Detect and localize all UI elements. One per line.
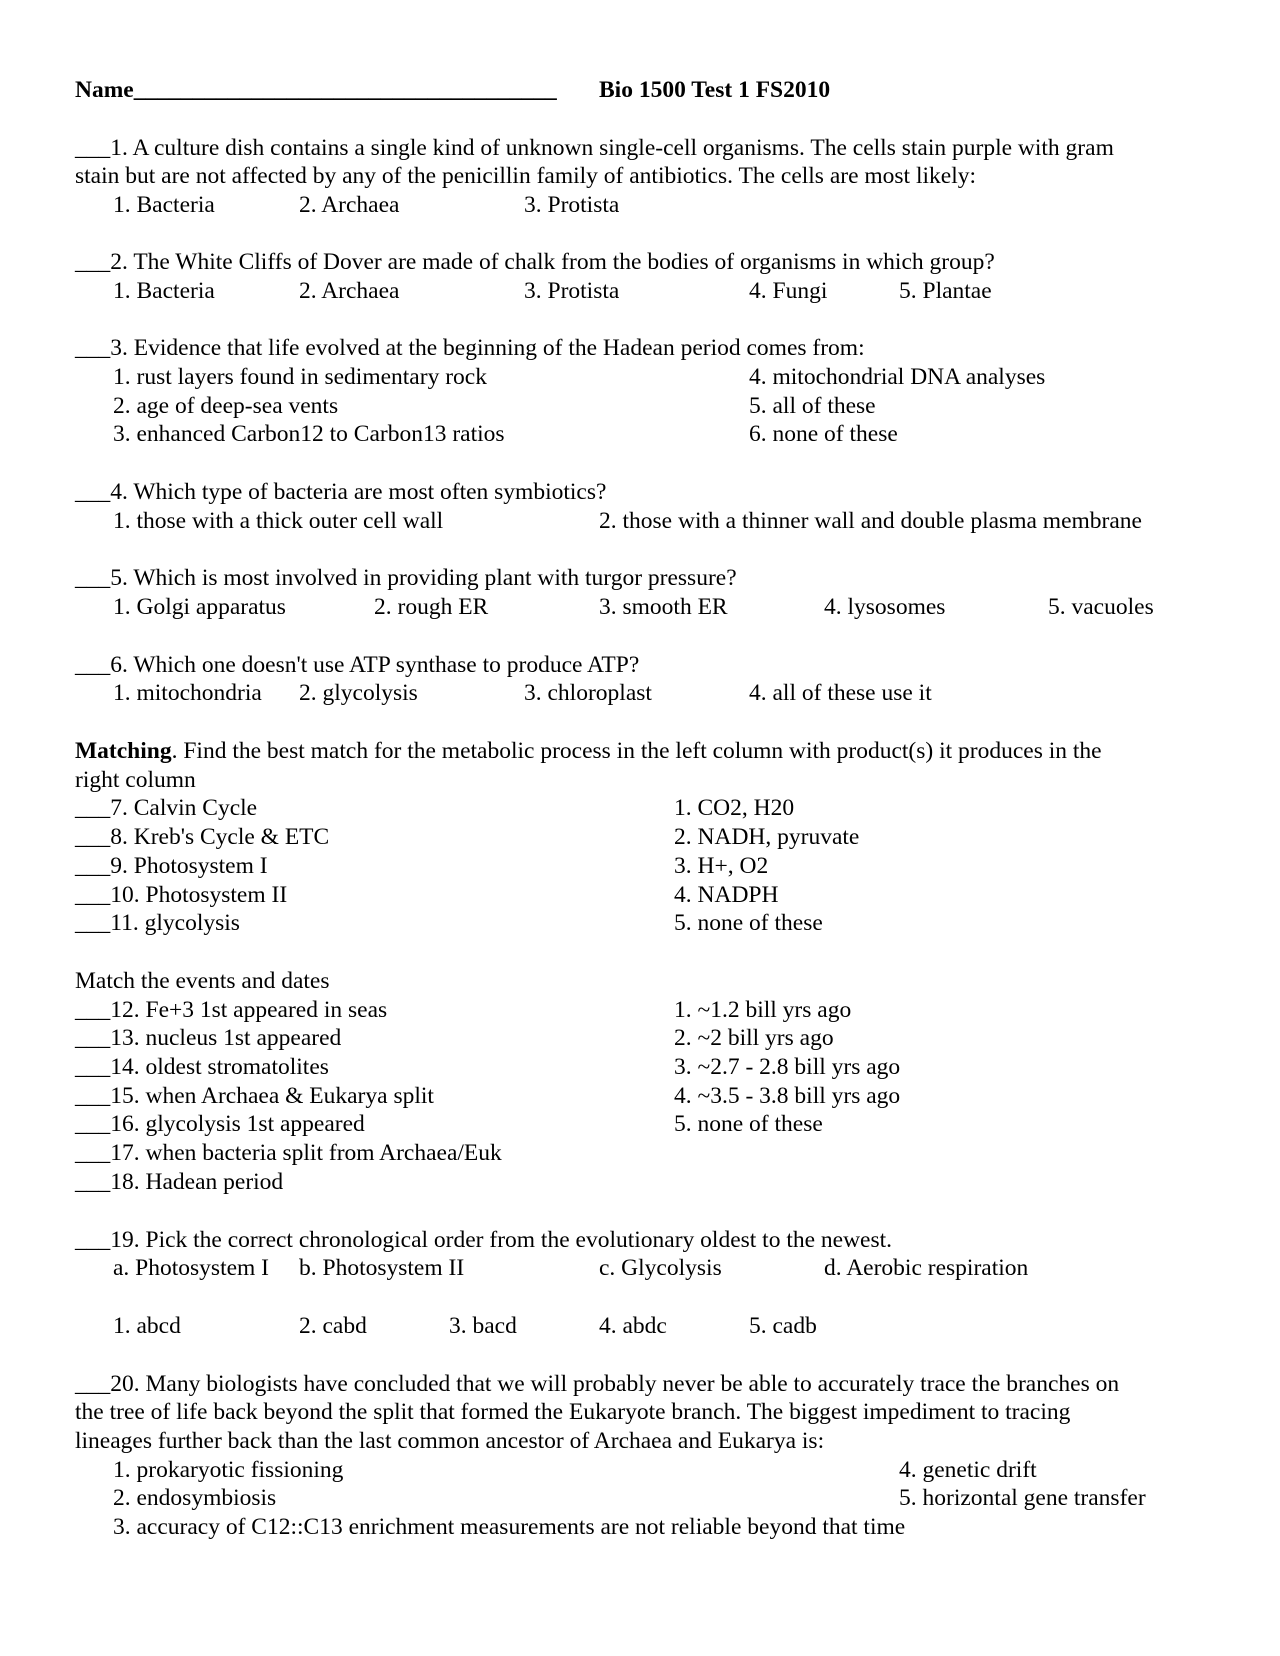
- matching-right-item: 4. NADPH: [674, 882, 779, 908]
- dates-left-item: ___13. nucleus 1st appeared: [75, 1025, 342, 1051]
- q20-stem-line1: ___20. Many biologists have concluded that we will probably never be able to accurately trace the branches on: [75, 1371, 1120, 1397]
- q19-option: 4. abdc: [599, 1313, 667, 1339]
- q4-option: 2. those with a thinner wall and double plasma membrane: [599, 508, 1142, 534]
- dates-left-item: ___15. when Archaea & Eukarya split: [75, 1083, 434, 1109]
- q5-option: 3. smooth ER: [599, 594, 728, 620]
- q19-option: 5. cadb: [749, 1313, 817, 1339]
- q2-option: 4. Fungi: [749, 278, 828, 304]
- dates-left-item: ___16. glycolysis 1st appeared: [75, 1111, 365, 1137]
- q5-option: 2. rough ER: [374, 594, 489, 620]
- matching-right-item: 5. none of these: [674, 910, 823, 936]
- dates-right-item: 3. ~2.7 - 2.8 bill yrs ago: [674, 1054, 901, 1080]
- q20-option: 3. accuracy of C12::C13 enrichment measurements are not reliable beyond that time: [113, 1514, 906, 1540]
- q2-option: 1. Bacteria: [113, 278, 215, 304]
- q5-option: 1. Golgi apparatus: [113, 594, 286, 620]
- q19-option: 2. cabd: [299, 1313, 367, 1339]
- matching-left-item: ___7. Calvin Cycle: [75, 795, 258, 821]
- q19-item: a. Photosystem I: [113, 1255, 270, 1281]
- dates-left-item: ___17. when bacteria split from Archaea/Euk: [75, 1140, 502, 1166]
- q3-option: 5. all of these: [749, 393, 876, 419]
- q2-stem: ___2. The White Cliffs of Dover are made of chalk from the bodies of organisms in which group?: [75, 249, 995, 275]
- q20-option: 4. genetic drift: [899, 1457, 1037, 1483]
- name-line: [75, 76, 557, 104]
- q6-option: 2. glycolysis: [299, 680, 418, 706]
- q20-stem-line2: the tree of life back beyond the split that formed the Eukaryote branch. The biggest impediment to tracing: [75, 1399, 1071, 1425]
- q19-item: d. Aerobic respiration: [824, 1255, 1029, 1281]
- matching-right-item: 1. CO2, H20: [674, 795, 795, 821]
- dates-right-item: 4. ~3.5 - 3.8 bill yrs ago: [674, 1083, 901, 1109]
- q5-option: 5. vacuoles: [1048, 594, 1154, 620]
- matching-left-item: ___9. Photosystem I: [75, 853, 268, 879]
- q19-item: b. Photosystem II: [299, 1255, 465, 1281]
- q19-option: 3. bacd: [449, 1313, 517, 1339]
- matching-left-item: ___10. Photosystem II: [75, 882, 288, 908]
- q4-option: 1. those with a thick outer cell wall: [113, 508, 444, 534]
- dates-right-item: 1. ~1.2 bill yrs ago: [674, 997, 852, 1023]
- q6-stem: ___6. Which one doesn't use ATP synthase to produce ATP?: [75, 652, 640, 678]
- q6-option: 1. mitochondria: [113, 680, 262, 706]
- q20-option: 2. endosymbiosis: [113, 1485, 277, 1511]
- q20-option: 1. prokaryotic fissioning: [113, 1457, 344, 1483]
- dates-right-item: 2. ~2 bill yrs ago: [674, 1025, 834, 1051]
- q3-option: 2. age of deep-sea vents: [113, 393, 339, 419]
- matching-heading: Matching: [75, 738, 172, 764]
- q19-stem: ___19. Pick the correct chronological order from the evolutionary oldest to the newest.: [75, 1227, 893, 1253]
- q5-option: 4. lysosomes: [824, 594, 946, 620]
- matching-intro-line2: right column: [75, 767, 196, 793]
- dates-heading: Match the events and dates: [75, 968, 330, 994]
- q20-option: 5. horizontal gene transfer: [899, 1485, 1146, 1511]
- q2-option: 5. Plantae: [899, 278, 992, 304]
- dates-right-item: 5. none of these: [674, 1111, 823, 1137]
- q3-stem: ___3. Evidence that life evolved at the beginning of the Hadean period comes from:: [75, 335, 865, 361]
- q6-option: 3. chloroplast: [524, 680, 652, 706]
- name-label: Name: [75, 77, 134, 103]
- q20-stem-line3: lineages further back than the last common ancestor of Archaea and Eukarya is:: [75, 1428, 825, 1454]
- q6-option: 4. all of these use it: [749, 680, 932, 706]
- name-blank: ____________________________________: [133, 77, 557, 103]
- q3-option: 4. mitochondrial DNA analyses: [749, 364, 1046, 390]
- q3-option: 1. rust layers found in sedimentary rock: [113, 364, 487, 390]
- matching-intro-line1: [75, 737, 1102, 765]
- matching-intro-text: . Find the best match for the metabolic process in the left column with product(s) it produces in the: [171, 738, 1102, 764]
- q19-item: c. Glycolysis: [599, 1255, 722, 1281]
- dates-left-item: ___12. Fe+3 1st appeared in seas: [75, 997, 388, 1023]
- exam-title: Bio 1500 Test 1 FS2010: [599, 77, 831, 103]
- q1-option: 2. Archaea: [299, 192, 400, 218]
- q19-option: 1. abcd: [113, 1313, 181, 1339]
- q1-option: 3. Protista: [524, 192, 620, 218]
- matching-left-item: ___8. Kreb's Cycle & ETC: [75, 824, 330, 850]
- dates-left-item: ___14. oldest stromatolites: [75, 1054, 329, 1080]
- matching-right-item: 3. H+, O2: [674, 853, 769, 879]
- q5-stem: ___5. Which is most involved in providing plant with turgor pressure?: [75, 565, 737, 591]
- matching-left-item: ___11. glycolysis: [75, 910, 240, 936]
- q2-option: 3. Protista: [524, 278, 620, 304]
- q4-stem: ___4. Which type of bacteria are most often symbiotics?: [75, 479, 607, 505]
- q1-stem-line1: ___1. A culture dish contains a single kind of unknown single-cell organisms. The cells stain purple with gram: [75, 135, 1114, 161]
- q1-stem-line2: stain but are not affected by any of the penicillin family of antibiotics. The cells are most likely:: [75, 163, 977, 189]
- dates-left-item: ___18. Hadean period: [75, 1169, 284, 1195]
- q2-option: 2. Archaea: [299, 278, 400, 304]
- q3-option: 3. enhanced Carbon12 to Carbon13 ratios: [113, 421, 505, 447]
- matching-right-item: 2. NADH, pyruvate: [674, 824, 860, 850]
- q3-option: 6. none of these: [749, 421, 898, 447]
- q1-option: 1. Bacteria: [113, 192, 215, 218]
